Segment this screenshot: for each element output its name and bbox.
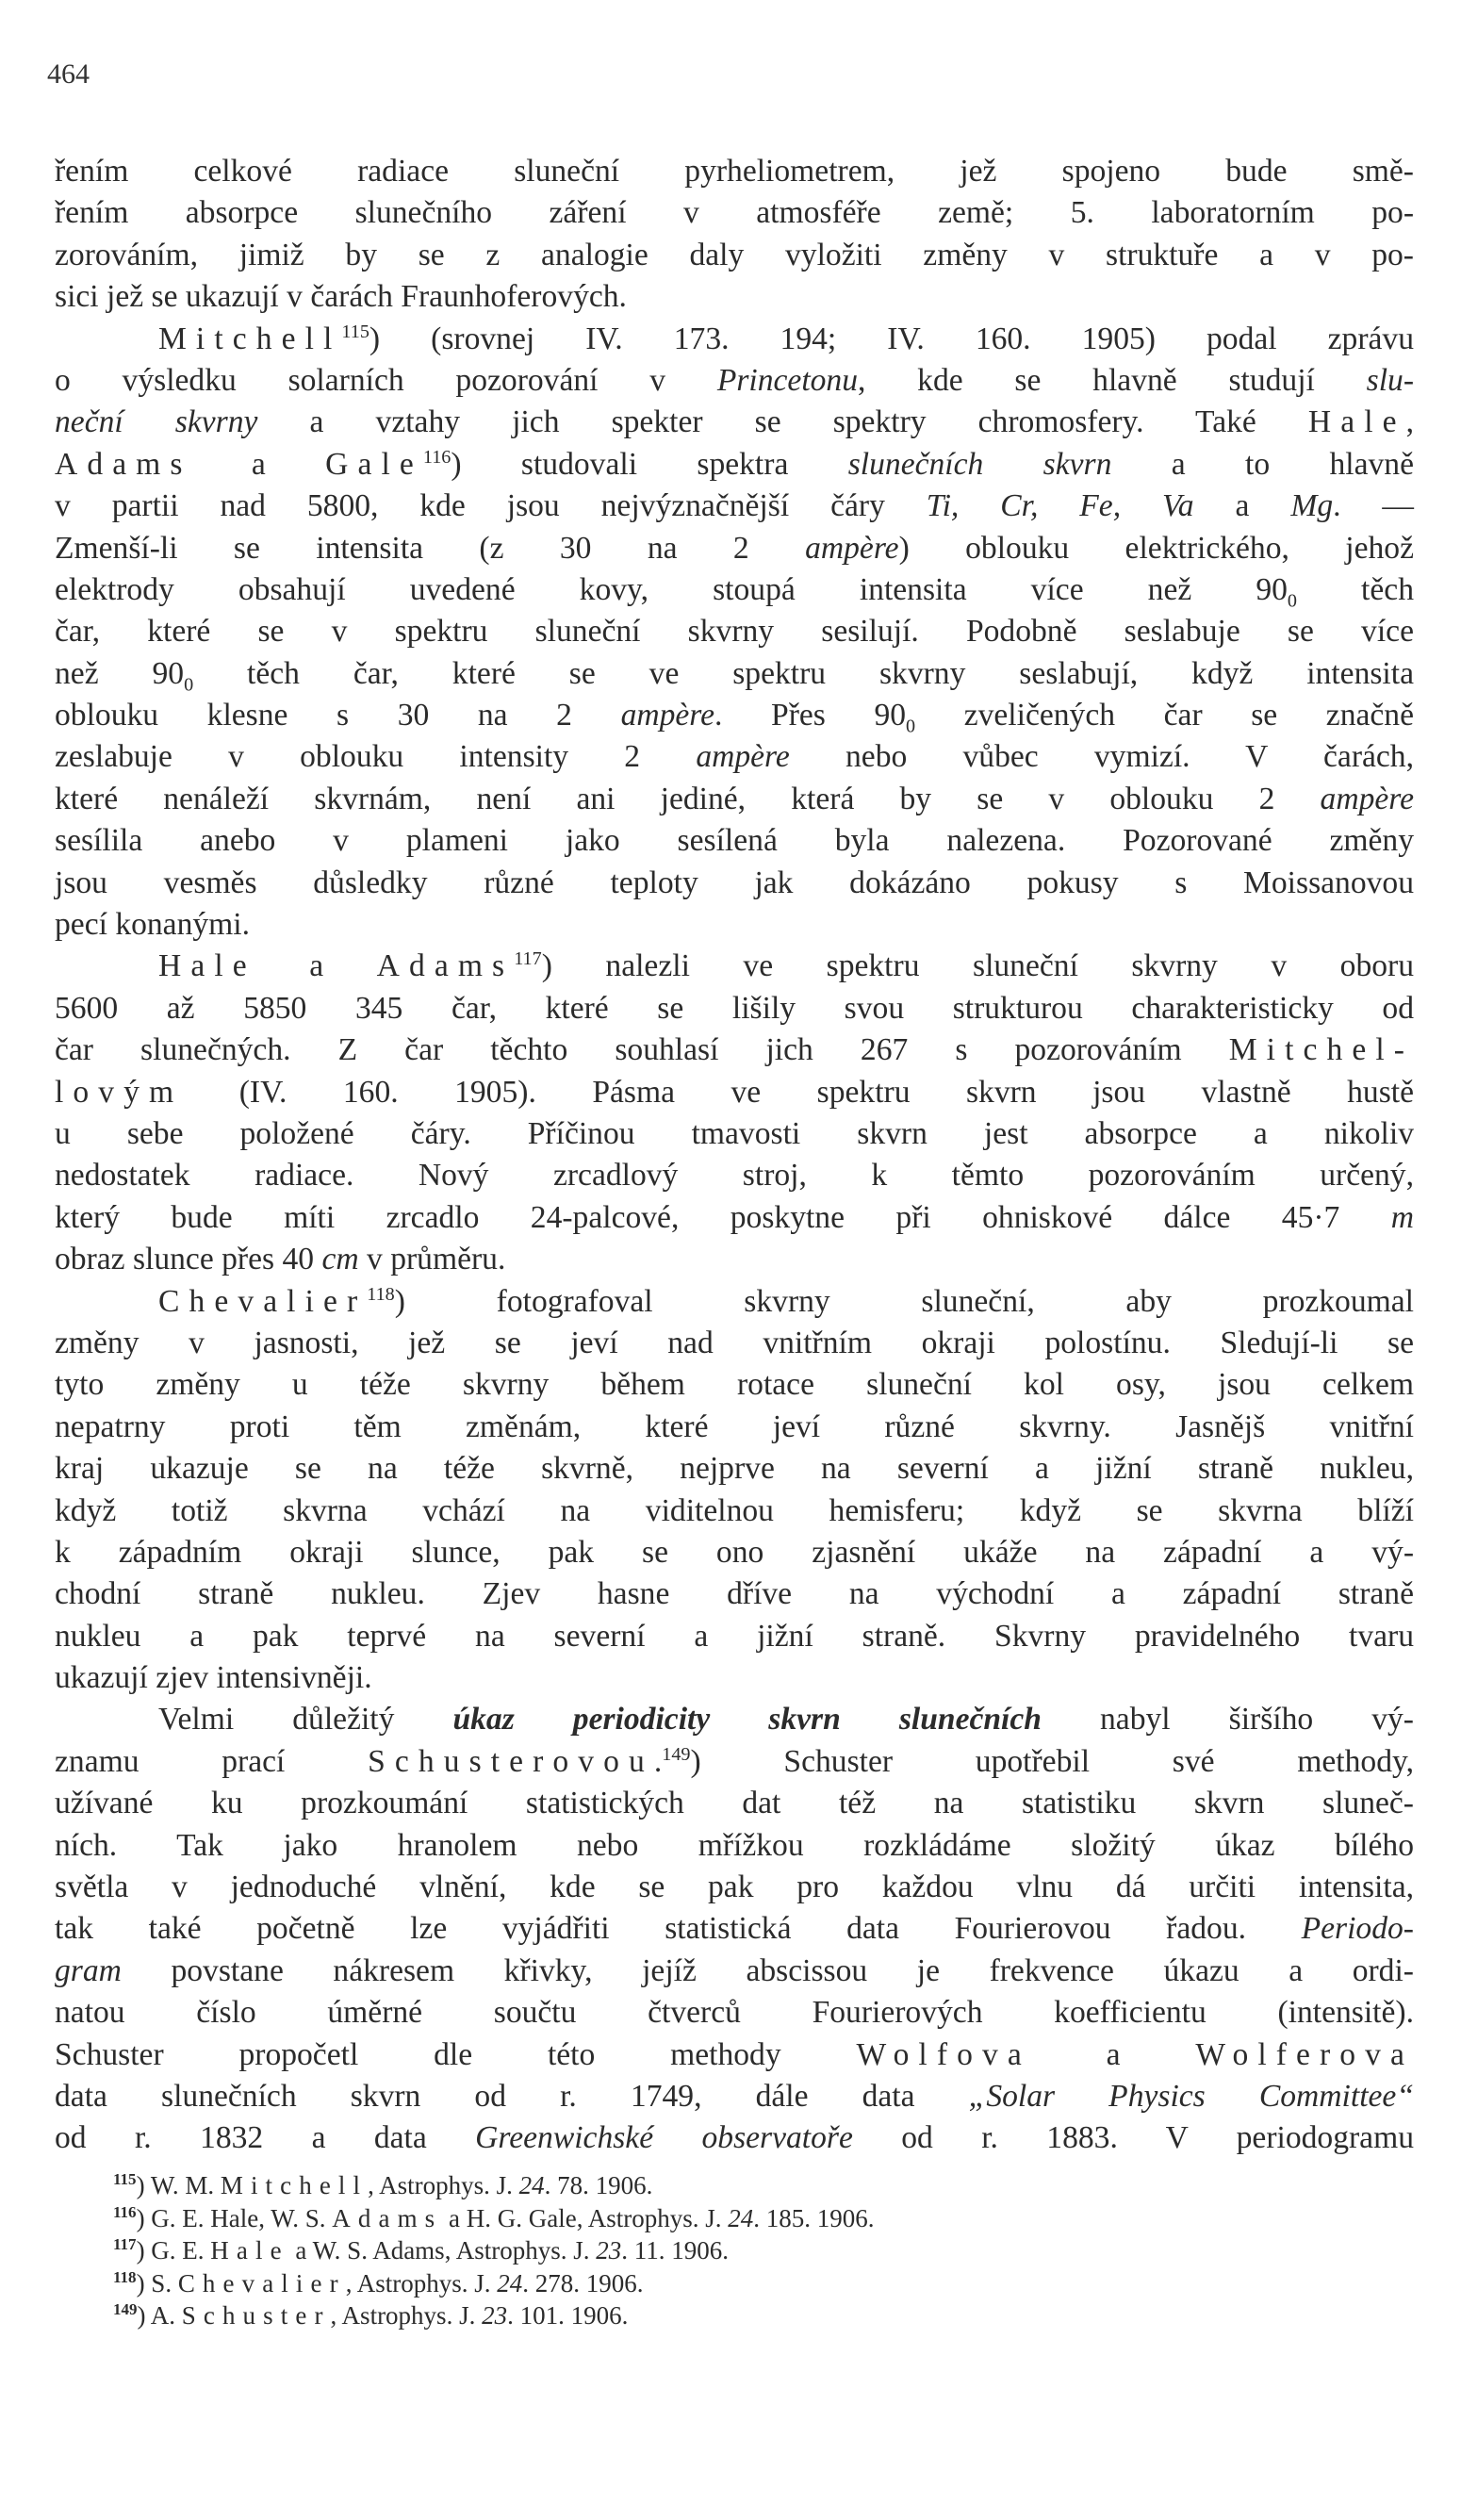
text-fragment: které nenáleží skvrnám, není ani jediné, která by se v oblouku 2 — [55, 781, 1321, 816]
text-fragment: nebo vůbec vymizí. V čarách, — [789, 739, 1414, 775]
italic-term: ampère — [620, 698, 715, 733]
text-fragment: a — [191, 446, 326, 482]
italic-term: Mg — [1290, 488, 1334, 524]
author-name: Adams — [332, 2203, 443, 2232]
text-line — [55, 569, 1414, 611]
text-line — [55, 528, 1414, 569]
italic-term: „Solar Physics Committee“ — [968, 2078, 1415, 2114]
author-name: Schusterovou — [368, 1743, 654, 1779]
text-fragment: tak také početně lze vyjádřiti statistická data Fourierovou řadou. — [55, 1911, 1302, 1947]
footnote-text: . 278. 1906. — [522, 2268, 644, 2298]
footnote-text: a W. S. Adams, Astrophys. J. — [288, 2236, 597, 2265]
text-fragment: ) oblouku elektrického, jehož — [898, 530, 1414, 566]
text-fragment: v průměru. — [358, 1242, 506, 1277]
author-name: lovým — [55, 1074, 184, 1110]
italic-unit: cm — [321, 1242, 359, 1277]
footnote — [113, 2294, 1414, 2331]
italic-term: ampère — [805, 530, 899, 566]
text-line: zorováním, jimiž by se z analogie daly vyložiti změny v struktuře a v po- — [55, 237, 1414, 272]
text-line — [55, 1239, 1414, 1280]
text-fragment: ) Schuster upotřebil své methody, — [690, 1743, 1414, 1779]
italic-term: Periodo- — [1301, 1911, 1414, 1947]
text-line: natou číslo úměrné součtu čtverců Fourierových koefficientu (intensitě). — [55, 1995, 1414, 2031]
text-line: chodní straně nukleu. Zjev hasne dříve na východní a západní straně — [55, 1576, 1414, 1612]
footnote — [113, 2262, 1414, 2298]
footnote-number: 117 — [113, 2235, 137, 2254]
volume-number: 23 — [482, 2301, 508, 2331]
text-line — [55, 1281, 1414, 1323]
text-fragment: od r. 1883. V periodogramu — [852, 2120, 1414, 2156]
text-line: pecí konanými. — [55, 907, 251, 943]
text-line: nukleu a pak teprvé na severní a jižní straně. Skvrny pravidelného tvaru — [55, 1618, 1414, 1654]
italic-term: neční skvrny — [55, 404, 258, 440]
volume-number: 24 — [497, 2268, 523, 2298]
text-line — [55, 402, 1414, 443]
text-fragment: od r. 1832 a data — [55, 2120, 476, 2156]
percent-subscript: 0 — [1287, 590, 1297, 612]
text-fragment: a — [255, 948, 377, 984]
text-line — [55, 1951, 1414, 1992]
italic-term: gram — [55, 1952, 122, 1988]
footnote-ref: 116 — [422, 446, 451, 468]
footnote-text: , Astrophys. J. — [345, 2268, 498, 2298]
text-fragment: čar slunečných. Z čar těchto souhlasí jich 267 s pozorováním — [55, 1032, 1229, 1068]
text-line — [55, 2076, 1414, 2117]
italic-term: ampère — [696, 739, 790, 775]
text-fragment: , kde se hlavně studují — [858, 362, 1367, 398]
text-line: ních. Tak jako hranolem nebo mřížkou rozkládáme složitý úkaz bílého — [55, 1827, 1414, 1863]
text-fragment: o výsledku solarních pozorování v — [55, 362, 717, 398]
text-fragment: než 90 — [55, 655, 185, 691]
author-name: Hale — [158, 948, 256, 984]
footnote-number: 116 — [113, 2202, 137, 2221]
text-line — [55, 736, 1414, 778]
text-fragment: oblouku klesne s 30 na 2 — [55, 698, 621, 733]
author-name: Wolferova — [1195, 2036, 1415, 2072]
footnote-text: . 185. 1906. — [753, 2203, 875, 2232]
text-fragment: v partii nad 5800, kde jsou nejvýznačnější čáry — [55, 488, 927, 524]
author-name: Chevalier — [177, 2268, 346, 2298]
text-line — [55, 946, 1414, 987]
footnote-text: a H. G. Gale, Astrophys. J. — [442, 2203, 729, 2232]
emphasis-phrase: úkaz periodicity skvrn slunečních — [452, 1702, 1042, 1738]
text-line: užívané ku prozkoumání statistických dat též na statistiku skvrn sluneč- — [55, 1786, 1414, 1821]
text-fragment: ) fotografoval skvrny sluneční, aby prozkoumal — [394, 1283, 1414, 1319]
text-fragment: těch čar, které se ve spektru skvrny seslabují, když intensita — [193, 655, 1414, 691]
author-name: Schuster — [181, 2301, 331, 2331]
footnote — [113, 2164, 1414, 2197]
author-name: Hale — [210, 2236, 289, 2265]
text-line: ukazují zjev intensivněji. — [55, 1660, 372, 1696]
text-line — [55, 653, 1414, 695]
text-line: sesílila anebo v plameni jako sesílená byla nalezena. Pozorované změny — [55, 823, 1414, 859]
author-name: Mitchell — [220, 2171, 369, 2199]
author-name: Mitchell — [158, 321, 342, 356]
text-fragment: a — [1030, 2036, 1196, 2072]
text-line: u sebe položené čáry. Příčinou tmavosti skvrn jest absorpce a nikoliv — [55, 1115, 1414, 1151]
text-fragment: ) studovali spektra — [451, 446, 848, 482]
italic-term: slu- — [1366, 362, 1415, 398]
footnote — [113, 2229, 1414, 2265]
footnote-text: . 11. 1906. — [621, 2236, 729, 2265]
percent-subscript: 0 — [184, 674, 194, 696]
text-fragment: (IV. 160. 1905). Pásma ve spektru skvrn jsou vlastně hustě — [183, 1074, 1414, 1110]
text-fragment: zveličených čar se značně — [915, 698, 1414, 733]
percent-subscript: 0 — [906, 716, 916, 737]
author-name: Adams — [55, 446, 192, 482]
text-line: nedostatek radiace. Nový zrcadlový stroj, k těmto pozorováním určený, — [55, 1158, 1414, 1194]
volume-number: 23 — [596, 2236, 622, 2265]
text-line: změny v jasnosti, jež se jeví nad vnitřním okraji polostínu. Sledují-li se — [55, 1325, 1414, 1360]
text-fragment: elektrody obsahují uvedené kovy, stoupá intensita více než 90 — [55, 571, 1288, 607]
footnote-number: 118 — [113, 2267, 137, 2286]
footnote-number: 115 — [113, 2170, 137, 2188]
volume-number: 24 — [728, 2203, 754, 2232]
text-fragment: obraz slunce přes 40 — [55, 1242, 322, 1277]
text-line — [55, 444, 1414, 486]
text-fragment: který bude míti zrcadlo 24-palcové, poskytne při ohniskové dálce 45·7 — [55, 1199, 1391, 1235]
italic-unit: m — [1390, 1199, 1414, 1235]
body-text — [55, 151, 1414, 2160]
text-fragment: Schuster propočetl dle této methody — [55, 2036, 857, 2072]
text-fragment: znamu prací — [55, 1743, 369, 1779]
footnote-ref: 115 — [341, 321, 369, 342]
text-line: k západním okraji slunce, pak se ono zjasnění ukáže na západní a vý- — [55, 1534, 1414, 1570]
text-fragment: a to hlavně — [1111, 446, 1415, 482]
text-line — [55, 319, 1414, 360]
text-line — [55, 1197, 1414, 1239]
italic-term: Greenwichské observatoře — [475, 2120, 853, 2156]
author-name: Wolfova — [856, 2036, 1031, 2072]
text-line — [55, 486, 1414, 527]
text-fragment: Velmi důležitý — [158, 1702, 453, 1738]
text-line — [55, 360, 1414, 402]
footnote-text: , Astrophys. J. — [330, 2301, 483, 2331]
text-fragment: data slunečních skvrn od r. 1749, dále data — [55, 2078, 969, 2114]
text-line: tyto změny u téže skvrny během rotace sluneční kol osy, jsou celkem — [55, 1367, 1414, 1403]
text-fragment: . — — [1333, 488, 1415, 524]
footnote — [113, 2197, 1414, 2230]
volume-number: 24 — [518, 2171, 545, 2199]
text-line — [55, 1908, 1414, 1950]
text-line: světla v jednoduché vlnění, kde se pak pro každou vlnu dá určiti intensita, — [55, 1869, 1414, 1905]
footnote-text: ) G. E. Hale, W. S. — [136, 2203, 333, 2232]
text-line: nepatrny proti těm změnám, které jeví různé skvrny. Jasnějš vnitřní — [55, 1408, 1414, 1444]
text-line — [55, 1072, 1414, 1113]
text-line: řením absorpce slunečního záření v atmosféře země; 5. laboratorním po- — [55, 195, 1414, 231]
footnote-text: ) S. — [136, 2268, 178, 2298]
author-name: Adams — [376, 948, 515, 984]
text-line — [55, 695, 1414, 736]
italic-term: ampère — [1320, 781, 1414, 816]
author-name: Mitchel- — [1228, 1032, 1414, 1068]
footnote-text: . 78. 1906. — [544, 2171, 653, 2199]
footnote-text: ) A. — [137, 2301, 182, 2331]
footnote-text: . 101. 1906. — [507, 2301, 629, 2331]
text-line — [55, 1699, 1414, 1740]
text-fragment: povstane nákresem křivky, jejíž abscissou je frekvence úkazu a ordi- — [121, 1952, 1414, 1988]
footnote-ref: 117 — [514, 948, 542, 970]
page-number: 464 — [47, 58, 90, 90]
italic-term: Ti, Cr, Fe, Va — [926, 488, 1194, 524]
footnotes — [113, 2164, 1414, 2331]
text-line — [55, 2034, 1414, 2076]
text-fragment: . Přes 90 — [714, 698, 907, 733]
author-name: Hale — [1307, 404, 1406, 440]
text-line: kraj ukazuje se na téže skvrně, nejprve na severní a jižní straně nukleu, — [55, 1451, 1414, 1487]
footnote-number: 149 — [113, 2300, 138, 2319]
author-name: Chevalier — [158, 1283, 368, 1319]
footnote-text: ) G. E. — [136, 2236, 211, 2265]
text-fragment: . — [653, 1743, 663, 1779]
italic-term: Princetonu — [716, 362, 859, 398]
text-fragment: těch — [1296, 571, 1414, 607]
text-fragment: a — [1193, 488, 1291, 524]
text-line: jsou vesměs důsledky různé teploty jak dokázáno pokusy s Moissanovou — [55, 865, 1414, 900]
text-fragment: ) (srovnej IV. 173. 194; IV. 160. 1905) podal zprávu — [369, 321, 1414, 356]
text-line: 5600 až 5850 345 čar, které se lišily svou strukturou charakteristicky od — [55, 990, 1414, 1026]
text-line — [55, 779, 1414, 820]
text-fragment: ) nalezli ve spektru sluneční skvrny v oboru — [541, 948, 1414, 984]
text-fragment: nabyl širšího vý- — [1041, 1702, 1414, 1738]
text-fragment: , — [1405, 404, 1415, 440]
text-fragment: a vztahy jich spekter se spektry chromosfery. Také — [257, 404, 1308, 440]
footnote-ref: 118 — [367, 1283, 395, 1305]
text-line — [55, 1029, 1414, 1071]
footnote-ref: 149 — [662, 1743, 691, 1765]
text-line: čar, které se v spektru sluneční skvrny sesilují. Podobně seslabuje se více — [55, 614, 1414, 650]
text-line — [55, 2117, 1414, 2159]
text-line: řením celkové radiace sluneční pyrheliometrem, jež spojeno bude smě- — [55, 154, 1414, 189]
italic-term: slunečních skvrn — [847, 446, 1112, 482]
text-line — [55, 1741, 1414, 1783]
text-fragment: Zmenší-li se intensita (z 30 na 2 — [55, 530, 806, 566]
text-line: sici jež se ukazují v čarách Fraunhoferových. — [55, 279, 627, 315]
footnote-text: , Astrophys. J. — [368, 2171, 519, 2199]
text-fragment: zeslabuje v oblouku intensity 2 — [55, 739, 697, 775]
text-line: když totiž skvrna vchází na viditelnou hemisferu; když se skvrna blíží — [55, 1492, 1414, 1528]
author-name: Gale — [325, 446, 423, 482]
footnote-text: ) W. M. — [136, 2171, 221, 2199]
